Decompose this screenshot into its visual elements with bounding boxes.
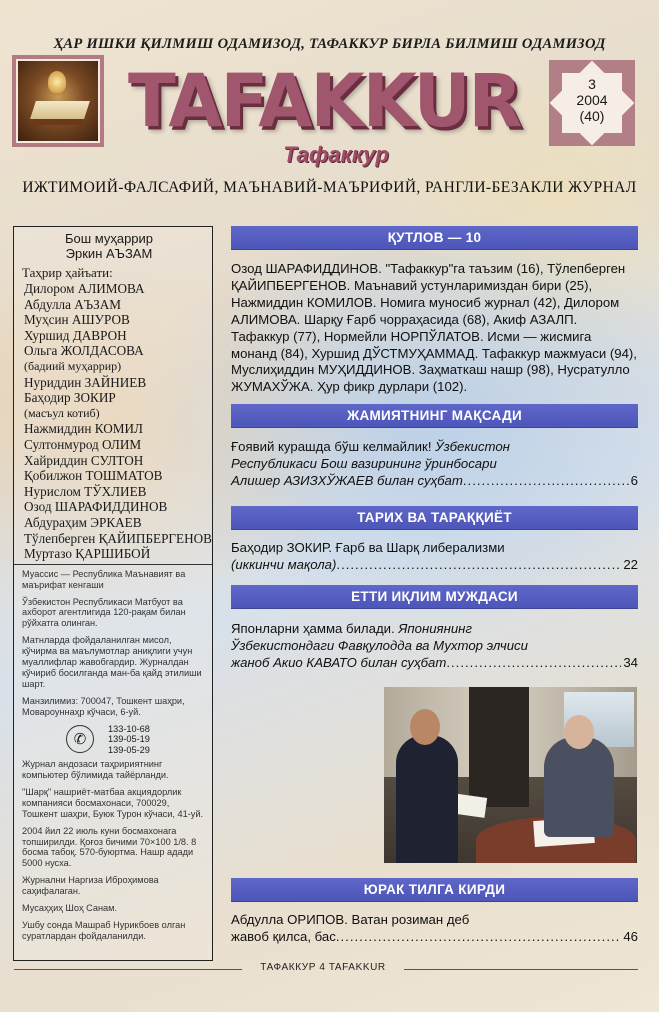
board-member: Нажмиддин КОМИЛ [24, 421, 143, 437]
toc-entry-jamiyat [231, 439, 638, 490]
board-member: Хайриддин СУЛТОН [24, 452, 144, 468]
footer-divider [404, 969, 638, 970]
photo-credit-note: Ушбу сонда Машраб Нурикбоев олган суратлардан фойдаланилди. [22, 919, 186, 941]
toc-lead: Ғоявий курашда бўш келмайлик! [231, 439, 432, 454]
issue-year: 2004 [576, 92, 608, 108]
toc-subtitle: (иккинчи мақола) [231, 556, 337, 572]
board-member: Баҳодир ЗОКИР [24, 390, 116, 406]
toc-entry-etti-iqlim [231, 621, 638, 672]
board-member: Қобилжон ТОШМАТОВ [24, 468, 163, 484]
section-header-jamiyat: ЖАМИЯТНИНГ МАҚСАДИ [231, 404, 638, 428]
print-info-note: 2004 йил 22 июль куни босмахонага топширилди. Қоғоз бичими 70×100 1/8. 8 босма табоқ. 570-буюртма. Нашр адади 5000 нусха. [22, 825, 197, 869]
toc-subtitle: Япониянинг [398, 621, 472, 636]
toc-page-number: 46 [623, 928, 638, 944]
issue-badge [549, 60, 635, 146]
typeset-note: Журнал андозаси таҳририятнинг компьютер бўлимида тайёрланди. [22, 759, 169, 780]
telephone-icon: ✆ [66, 725, 94, 753]
section-header-tarih: ТАРИХ ВА ТАРАҚҚИЁТ [231, 506, 638, 530]
toc-leader [336, 557, 621, 574]
board-member: Нурислом ТЎХЛИЕВ [24, 483, 147, 499]
disclaimer-note: Матнларда фойдаланилган мисол, кўчирма ва маълумотлар аниқлиги учун муаллифлар жавобгардир. Журналдан кўчириб босилганда ман-ба қайд этилиши шарт. [22, 635, 202, 689]
divider [14, 564, 212, 565]
board-member: Нуриддин ЗАЙНИЕВ [24, 374, 147, 390]
toc-entry-yurak [231, 912, 638, 946]
chief-editor-label: Бош муҳаррир [64, 231, 154, 246]
board-member-role: (масъул котиб) [24, 405, 100, 420]
book-icon [28, 101, 90, 125]
toc-title: жавоб қилса, бас [231, 928, 336, 944]
board-member-role: (бадиий муҳаррир) [24, 358, 122, 373]
board-member: Ольга ЖОЛДАСОВА [24, 343, 144, 359]
toc-subtitle: Алишер АЗИЗХЎЖАЕВ билан суҳбат [231, 472, 463, 488]
corrector-note: Мусаҳҳиҳ Шоҳ Санам. [22, 903, 117, 914]
toc-title: Баҳодир ЗОКИР. Ғарб ва Шарқ либерализми [231, 540, 505, 555]
section-header-etti-iqlim: ЕТТИ ИҚЛИМ МУЖДАСИ [231, 585, 638, 609]
cover-emblem-image [12, 55, 104, 147]
footer-divider [14, 969, 242, 970]
phone-block [66, 724, 206, 756]
toc-leader [463, 473, 629, 490]
registration-note: Ўзбекистон Республикаси Матбуот ва ахборот агентлигида 120-рақам билан рўйхатга олинган. [22, 596, 186, 629]
toc-leader [336, 929, 621, 946]
founder-note: Муассис — Республика Маънавият ва маърифат кенгаши [22, 568, 186, 590]
toc-leader [446, 655, 621, 672]
toc-subtitle: Республикаси Бош вазирининг ўринбосари [231, 455, 497, 471]
layout-editor-note: Журнални Наргиза Иброҳимова саҳифалаган. [22, 875, 159, 897]
journal-subtitle: ИЖТИМОИЙ-ФАЛСАФИЙ, МАЪНАВИЙ-МАЪРИФИЙ, РАНГЛИ-БЕЗАКЛИ ЖУРНАЛ [22, 179, 637, 196]
board-member: Муҳсин АШУРОВ [24, 312, 130, 328]
section-text-kutlov: Озод ШАРАФИДДИНОВ. "Тафаккур"га таъзим (16), Тўлепберген ҚАЙИПБЕРГЕНОВ. Маънавий устунларимиздан бири (25), Нажмиддин КОМИЛОВ. Номига муносиб журнал (42), Дилором АЛИМОВА. Шарқу Ғарб чорраҳасида (68), Акиф АЗАЛП. Тафаккур (77), Нормейли НОРПЎЛАТОВ. Исми — жисмига монанд (84), Хуршид ДЎСТМУҲАММАД. Тафаккур мажмуаси (94), Муслиҳиддин МУҲИДДИНОВ. Заҳматкаш нашр (98), Нусратулло ЖУМАХЎЖА. Ҳур фикр дурлари (102). [231, 261, 637, 395]
toc-title: Абдулла ОРИПОВ. Ватан розиман деб [231, 912, 470, 927]
board-member: Муртазо ҚАРШИБОЙ [24, 546, 151, 562]
toc-page-number: 6 [630, 472, 638, 488]
editorial-board-list [22, 281, 212, 562]
board-member: Тўлепберген ҚАЙИПБЕРГЕНОВ [24, 530, 212, 546]
toc-subtitle: Ўзбекистон [435, 439, 510, 454]
lamp-icon [48, 71, 66, 93]
board-member: Абдураҳим ЭРКАЕВ [24, 514, 142, 530]
toc-subtitle: жаноб Акио КАВАТО билан суҳбат [231, 654, 447, 670]
address-note: Манзилимиз: 700047, Тошкент шаҳри, Мовароуннаҳр кўчаси, 6-уй. [22, 695, 185, 717]
toc-page-number: 22 [623, 556, 638, 572]
section-header-kutlov: ҚУТЛОВ — 10 [231, 226, 638, 250]
toc-entry-tarih [231, 540, 638, 574]
section-header-yurak: ЮРАК ТИЛГА КИРДИ [231, 878, 638, 902]
motto: ҲАР ИШКИ ҚИЛМИШ ОДАМИЗОД, ТАФАККУР БИРЛА БИЛМИШ ОДАМИЗОД [53, 36, 606, 52]
issue-number: 3 [588, 76, 596, 92]
masthead-cyrillic: Тафаккур [283, 142, 389, 167]
editorial-board-label: Таҳрир ҳайъати: [22, 265, 113, 280]
phone-number: 139-05-29 [108, 744, 150, 755]
toc-subtitle: Ўзбекистондаги Фавқулодда ва Мухтор элчиси [231, 637, 528, 653]
phone-number: 133-10-68 [108, 723, 150, 734]
interview-photo [384, 687, 637, 863]
board-member: Хуршид ДАВРОН [24, 327, 127, 343]
editorial-board-box [13, 226, 213, 961]
phone-number: 139-05-19 [108, 734, 150, 745]
toc-page-number: 34 [623, 654, 638, 670]
page-footer: ТАФАККУР 4 TAFAKKUR [260, 962, 386, 973]
board-member: Султонмурод ОЛИМ [24, 436, 142, 452]
chief-editor-name: Эркин АЪЗАМ [65, 246, 153, 261]
board-member: Озод ШАРАФИДДИНОВ [24, 499, 168, 515]
board-member: Дилором АЛИМОВА [24, 281, 145, 296]
toc-lead: Японларни ҳамма билади. [231, 621, 395, 636]
issue-total: (40) [579, 108, 605, 124]
board-member: Абдулла АЪЗАМ [24, 296, 121, 312]
printer-note: "Шарқ" нашриёт-матбаа акциядорлик компанияси босмахонаси, 700029, Тошкент шаҳри, Буюк Турон кўчаси, 41-уй. [22, 786, 204, 819]
masthead-logo: TAFAKKUR [128, 57, 521, 145]
